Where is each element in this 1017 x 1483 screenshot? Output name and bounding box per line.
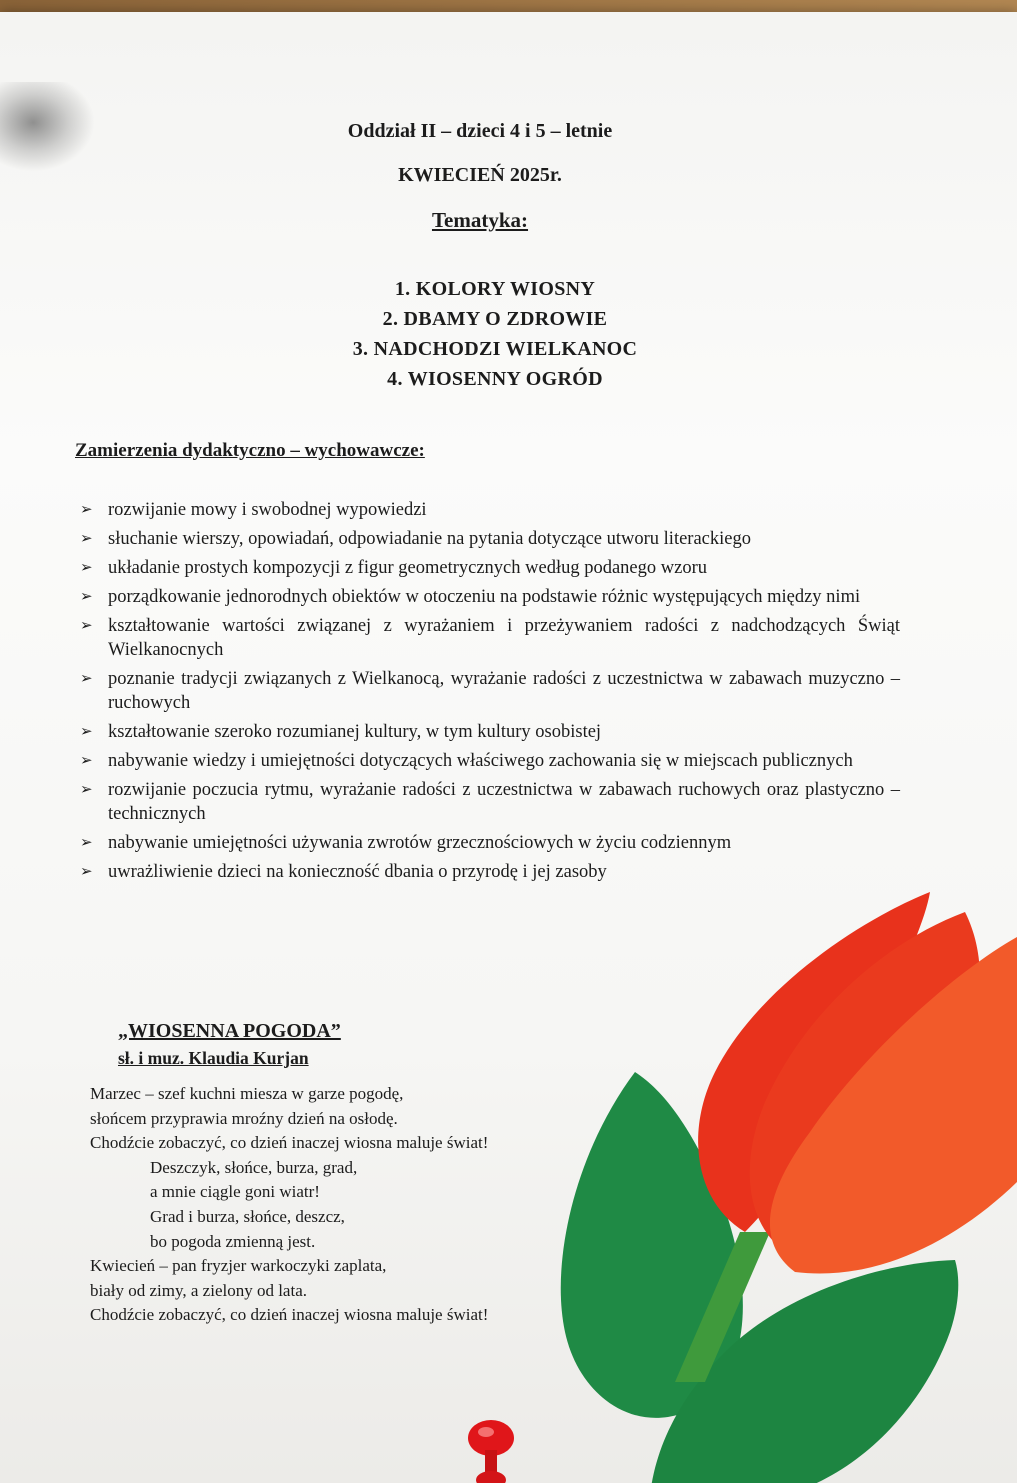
lyric-line: słońcem przyprawia mroźny dzień na osłodę. (90, 1108, 398, 1128)
goal-item (80, 860, 900, 884)
goals-list (80, 498, 900, 889)
goal-text: słuchanie wierszy, opowiadań, odpowiadanie na pytania dotyczące utworu literackiego (108, 529, 751, 549)
goal-text: nabywanie wiedzy i umiejętności dotyczących właściwego zachowania się w miejscach publicznych (108, 751, 853, 771)
goal-item (80, 667, 900, 715)
goal-text: uwrażliwienie dzieci na konieczność dbania o przyrodę i jej zasoby (108, 862, 607, 882)
goals-title: Zamierzenia dydaktyczno – wychowawcze: (75, 440, 425, 461)
goal-text: rozwijanie poczucia rytmu, wyrażanie radości z uczestnictwa w zabawach ruchowych oraz plastyczno – technicznych (108, 780, 900, 824)
topic-heading: Tematyka: (431, 208, 529, 232)
goal-item (80, 498, 900, 522)
arrow-bullet-icon: ➢ (80, 589, 93, 605)
lyric-line: Chodźcie zobaczyć, co dzień inaczej wiosna maluje świat! (90, 1305, 489, 1325)
goal-item (80, 831, 900, 855)
goal-text: porządkowanie jednorodnych obiektów w otoczeniu na podstawie różnic występujących między nimi (108, 587, 861, 607)
goal-text: nabywanie umiejętności używania zwrotów grzecznościowych w życiu codziennym (108, 833, 732, 853)
month-heading: KWIECIEŃ 2025r. (398, 164, 562, 186)
topic-item: 2. DBAMY O ZDROWIE (382, 308, 608, 330)
lyric-line: Deszczyk, słońce, burza, grad, (150, 1157, 358, 1177)
lyric-line: Chodźcie zobaczyć, co dzień inaczej wiosna maluje świat! (90, 1133, 489, 1153)
song-title: „WIOSENNA POGODA” (118, 1020, 341, 1042)
lyric-line: Marzec – szef kuchni miesza w garze pogodę, (90, 1084, 404, 1103)
song-lyrics (90, 1082, 590, 1328)
arrow-bullet-icon: ➢ (80, 560, 93, 576)
arrow-bullet-icon: ➢ (80, 864, 93, 880)
lyric-line: Kwiecień – pan fryzjer warkoczyki zaplata, (90, 1256, 387, 1276)
topic-item: 4. WIOSENNY OGRÓD (387, 368, 603, 390)
arrow-bullet-icon: ➢ (80, 835, 93, 851)
lyric-line: bo pogoda zmienną jest. (150, 1231, 316, 1251)
arrow-bullet-icon: ➢ (80, 671, 93, 687)
goal-item (80, 556, 900, 580)
topic-item: 3. NADCHODZI WIELKANOC (352, 338, 638, 360)
goal-item (80, 527, 900, 551)
topics-list (0, 274, 990, 394)
arrow-bullet-icon: ➢ (80, 753, 93, 769)
group-heading: Oddział II – dzieci 4 i 5 – letnie (347, 120, 613, 142)
goal-text: kształtowanie szeroko rozumianej kultury, w tym kultury osobistej (108, 722, 602, 742)
goal-item (80, 720, 900, 744)
goal-item (80, 778, 900, 826)
arrow-bullet-icon: ➢ (80, 531, 93, 547)
goal-text: rozwijanie mowy i swobodnej wypowiedzi (108, 500, 427, 520)
goal-text: kształtowanie wartości związanej z wyrażaniem i przeżywaniem radości z nadchodzących Świąt Wielkanocnych (108, 616, 900, 660)
lyric-line: biały od zimy, a zielony od lata. (90, 1280, 307, 1300)
song-author: sł. i muz. Klaudia Kurjan (118, 1048, 309, 1068)
paper-tulip-icon (555, 882, 1017, 1483)
arrow-bullet-icon: ➢ (80, 618, 93, 634)
goal-text: układanie prostych kompozycji z figur geometrycznych według podanego wzoru (108, 558, 708, 578)
goal-item (80, 749, 900, 773)
topic-item: 1. KOLORY WIOSNY (394, 278, 596, 300)
arrow-bullet-icon: ➢ (80, 782, 93, 798)
arrow-bullet-icon: ➢ (80, 724, 93, 740)
goal-text: poznanie tradycji związanych z Wielkanocą, wyrażanie radości z uczestnictwa w zabawach muzyczno – ruchowych (108, 669, 900, 713)
paper-sheet (0, 12, 1017, 1483)
goal-item (80, 614, 900, 662)
red-pushpin-icon (466, 1416, 516, 1483)
goal-item (80, 585, 900, 609)
arrow-bullet-icon: ➢ (80, 502, 93, 518)
lyric-line: a mnie ciągle goni wiatr! (150, 1182, 320, 1202)
lyric-line: Grad i burza, słońce, deszcz, (150, 1206, 345, 1226)
